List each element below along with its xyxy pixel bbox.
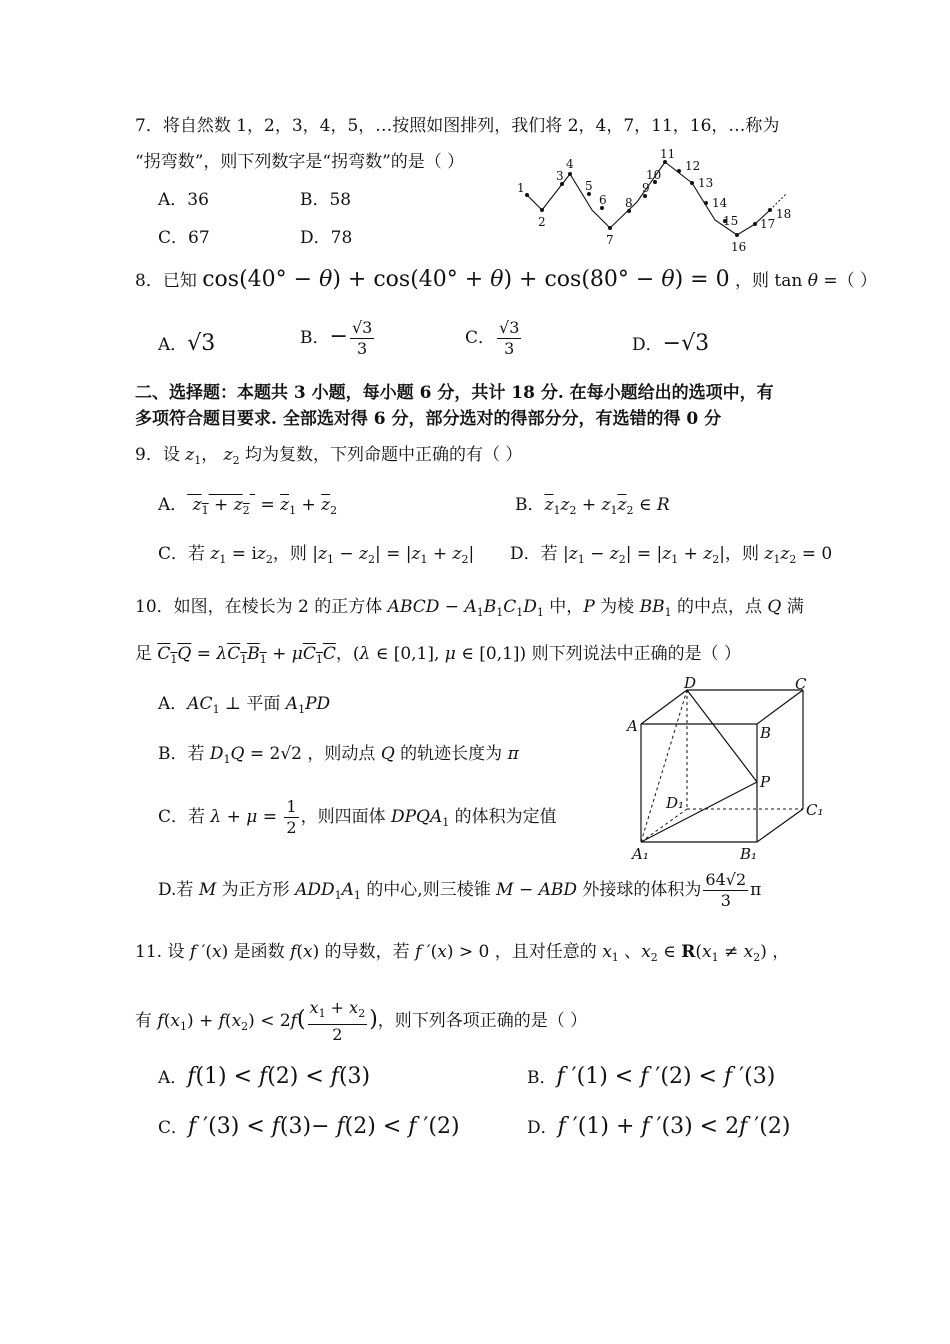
zigzag-number: 6	[599, 193, 607, 207]
zigzag-number: 15	[723, 214, 739, 228]
zigzag-number: 18	[776, 207, 792, 221]
q7-line2: “拐弯数”，则下列数字是“拐弯数”的是（ ）	[135, 152, 465, 172]
cube-label-b1: B₁	[740, 845, 758, 863]
cube-label-a1: A₁	[632, 845, 649, 863]
section2-line1: 二、选择题：本题共 3 小题，每小题 6 分，共计 18 分. 在每小题给出的选项中，有	[135, 383, 774, 403]
cube-label-b: B	[760, 724, 772, 742]
q10-option-c: C．若 λ + μ = $\frac{1}{2}$ ，则四面体 $DPQA_1$ 的体积为定值	[158, 797, 557, 837]
zigzag-number: 5	[585, 179, 593, 193]
cube-label-a: A	[627, 717, 638, 735]
cube-label-d1: D₁	[666, 794, 685, 812]
zigzag-number: 16	[731, 240, 747, 254]
cube-figure	[620, 676, 830, 866]
q9-option-b: B．$\overline{z}_1z_2 + z_1\overline{z}_2$ ∈ R	[515, 495, 670, 517]
zigzag-dot	[735, 233, 739, 237]
zigzag-dot	[525, 193, 529, 197]
cube-label-c: C	[795, 676, 807, 693]
zigzag-dot	[568, 172, 572, 176]
zigzag-dot	[768, 208, 772, 212]
q10-line1: 10．如图，在棱长为 2 的正方体 ABCD − $A_1B_1C_1D_1$ 中，P 为棱 $BB_1$ 的中点，点 Q 满	[135, 597, 804, 619]
q11-option-d: D．f ′(1) + f ′(3) < 2f ′(2)	[527, 1114, 791, 1139]
zigzag-number: 9	[642, 181, 650, 195]
zigzag-number: 4	[566, 157, 574, 171]
zigzag-dot	[753, 222, 757, 226]
q8-option-d: D．−√3	[632, 331, 710, 356]
q8-option-a: A．√3	[158, 331, 216, 356]
q9-option-d: D．若 $|z_1 - z_2| = |z_1 + z_2|$，则 $z_1z_2 = 0$	[510, 544, 833, 566]
cube-label-d: D	[684, 676, 697, 692]
q11-option-a: A．f(1) < f(2) < f(3)	[158, 1064, 371, 1089]
q10-option-b: B．若 $D_1Q = 2√2$ ，则动点 Q 的轨迹长度为 π	[158, 744, 519, 766]
zigzag-number: 13	[698, 176, 714, 190]
q7-option-c: C．67	[158, 228, 210, 248]
q10-option-d: D.若 M 为正方形 $ADD_1A_1$ 的中心,则三棱锥 M − ABD 外接球的体积为 $\frac{64√2}{3}$ π	[158, 870, 762, 910]
zigzag-number: 8	[625, 196, 633, 210]
q7-option-a: A．36	[158, 190, 209, 210]
zigzag-number: 1	[517, 181, 525, 195]
q10-line2: 足 $C_1Q = \lambda C_1B_1 + \mu C_1C$，(λ ∈ [0,1], μ ∈ [0,1]) 则下列说法中正确的是（ ）	[135, 644, 741, 666]
zigzag-number: 3	[556, 169, 564, 183]
zigzag-dot	[608, 226, 612, 230]
q7-option-b: B．58	[300, 190, 352, 210]
q10-option-a: A．$AC_1$ ⊥ 平面 $A_1PD$	[158, 694, 331, 716]
zigzag-number: 17	[760, 217, 776, 231]
q9-option-a: A． $z_1 + z_2 = \overline{z}_1 + \overline{z}_2$	[158, 495, 338, 517]
q11-option-c: C．f ′(3) < f(3)− f(2) < f ′(2)	[158, 1114, 460, 1139]
zigzag-dot	[704, 201, 708, 205]
zigzag-dot	[677, 169, 681, 173]
zigzag-dot	[540, 208, 544, 212]
zigzag-number: 14	[712, 196, 728, 210]
q9-option-c: C．若 $z_1 = iz_2$，则 $|z_1 - z_2| = |z_1 + z_2|$	[158, 544, 475, 566]
q8-stem: 8．已知 cos(40° − θ) + cos(40° + θ) + cos(80° − θ) = 0 ，则 tan θ =（ ）	[135, 267, 878, 292]
zigzag-number: 7	[606, 233, 614, 247]
cube-label-p: P	[760, 773, 771, 791]
q8-option-b: B．− $\frac{√3}{3}$	[300, 318, 373, 358]
zigzag-number: 12	[685, 159, 701, 173]
q11-line1: 11. 设 f ′(x) 是函数 f(x) 的导数，若 f ′(x) > 0 ，且对任意的 $x_1$ 、$x_2$ ∈ $R(x_1 \ne x_2)$ ，	[135, 942, 790, 964]
q8-option-c: C． $\frac{√3}{3}$	[465, 318, 520, 358]
zigzag-number: 2	[538, 215, 546, 229]
zigzag-number: 10	[646, 168, 662, 182]
q7-line1: 7．将自然数 1，2，3，4，5，…按照如图排列，我们将 2，4，7，11，16，…称为	[135, 116, 780, 136]
zigzag-figure	[515, 148, 795, 256]
q7-option-d: D．78	[300, 228, 353, 248]
cube-label-c1: C₁	[806, 801, 824, 819]
q11-option-b: B．f ′(1) < f ′(2) < f ′(3)	[527, 1064, 776, 1089]
section2-line2: 多项符合题目要求. 全部选对得 6 分，部分选对的得部分分，有选错的得 0 分	[135, 409, 722, 429]
q11-line2: 有 $f(x_1) + f(x_2) < 2f$( $\frac{x_1 + x_2}{2}$ )，则下列各项正确的是（ ）	[135, 998, 588, 1044]
q9-stem: 9．设 $z_1$， $z_2$ 均为复数，下列命题中正确的有（ ）	[135, 445, 523, 467]
zigzag-dot	[690, 181, 694, 185]
zigzag-number: 11	[660, 148, 676, 161]
